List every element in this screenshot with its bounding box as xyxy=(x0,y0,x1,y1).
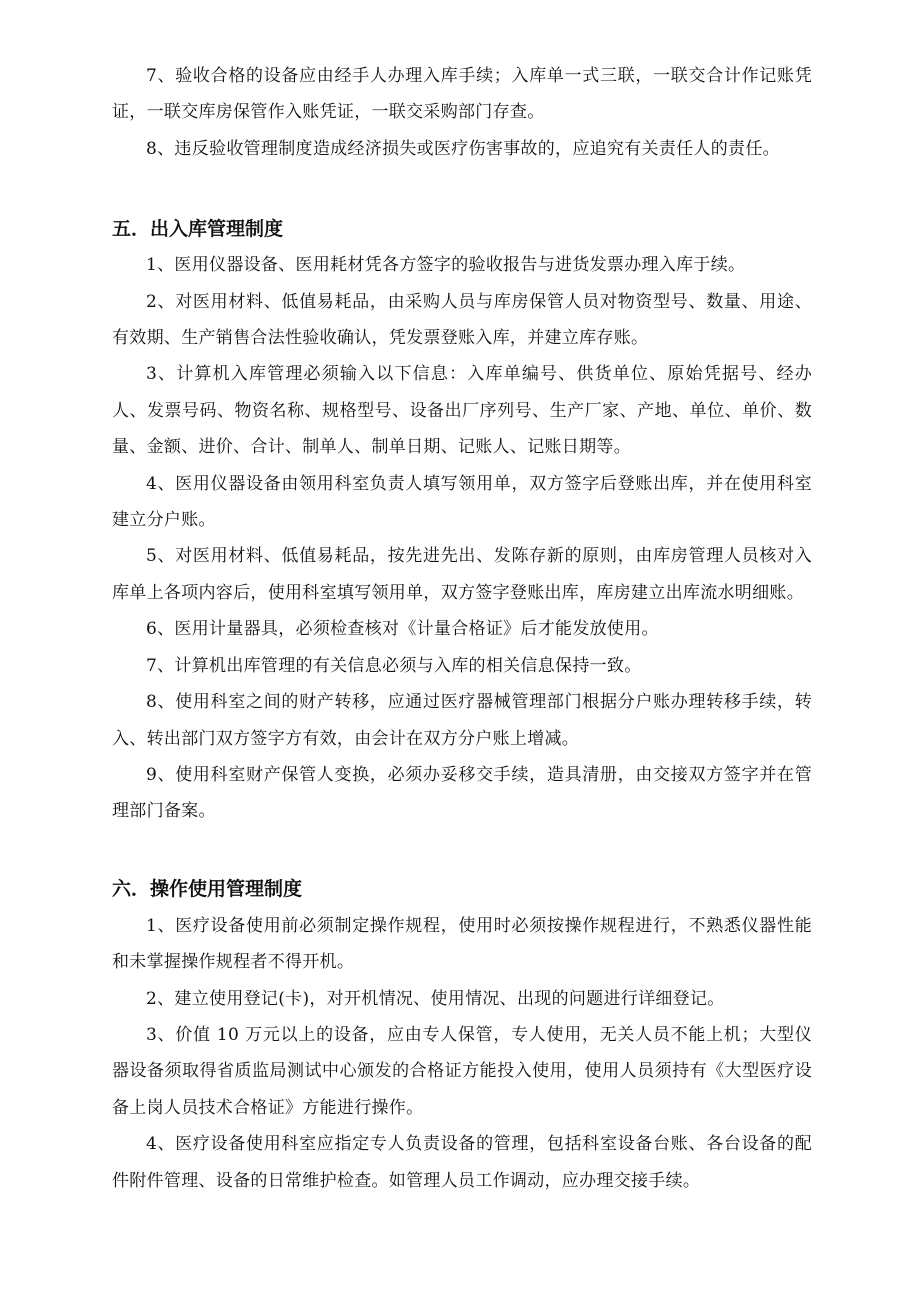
section-5-item: 3、计算机入库管理必须输入以下信息：入库单编号、供货单位、原始凭据号、经办人、发票号码、物资名称、规格型号、设备出厂序列号、生产厂家、产地、单位、单价、数量、金额、进价、合计、制单人、制单日期、记账人、记账日期等。 xyxy=(112,364,812,458)
section-6-title: 六．操作使用管理制度 xyxy=(112,877,303,900)
section-6-item: 3、价值 10 万元以上的设备，应由专人保管，专人使用，无关人员不能上机；大型仪器设备须取得省质监局测试中心颁发的合格证方能投入使用，使用人员须持有《大型医疗设备上岗人员技术合格证》方能进行操作。 xyxy=(112,1024,812,1118)
intro-item-8: 8、违反验收管理制度造成经济损失或医疗伤害事故的，应追究有关责任人的责任。 xyxy=(146,138,780,159)
intro-item-7: 7、验收合格的设备应由经手人办理入库手续；入库单一式三联，一联交合计作记账凭证，一联交库房保管作入账凭证，一联交采购部门存查。 xyxy=(112,66,812,123)
document-page xyxy=(112,58,812,1199)
section-5-item: 7、计算机出库管理的有关信息必须与入库的相关信息保持一致。 xyxy=(146,655,642,676)
section-5-item: 1、医用仪器设备、医用耗材凭各方签字的验收报告与进货发票办理入库于续。 xyxy=(146,255,746,276)
section-5-item: 6、医用计量器具，必须检查核对《计量合格证》后才能发放使用。 xyxy=(146,619,659,640)
section-5-item: 2、对医用材料、低值易耗品，由采购人员与库房保管人员对物资型号、数量、用途、有效期、生产销售合法性验收确认，凭发票登账入库，并建立库存账。 xyxy=(112,291,812,349)
section-5-item: 5、对医用材料、低值易耗品，按先进先出、发陈存新的原则，由库房管理人员核对入库单上各项内容后，使用科室填写领用单，双方签字登账出库，库房建立出库流水明细账。 xyxy=(112,546,812,603)
section-6-item: 1、医疗设备使用前必须制定操作规程，使用时必须按操作规程进行，不熟悉仪器性能和未掌握操作规程者不得开机。 xyxy=(112,915,812,973)
section-5-item: 9、使用科室财产保管人变换，必须办妥移交手续，造具清册，由交接双方签字并在管理部门备案。 xyxy=(112,764,812,822)
section-6-item: 4、医疗设备使用科室应指定专人负责设备的管理，包括科室设备台账、各台设备的配件附件管理、设备的日常维护检查。如管理人员工作调动，应办理交接手续。 xyxy=(112,1134,812,1191)
section-5-item: 8、使用科室之间的财产转移，应通过医疗器械管理部门根据分户账办理转移手续，转入、转出部门双方签字方有效，由会计在双方分户账上增减。 xyxy=(112,692,812,749)
section-5-item: 4、医用仪器设备由领用科室负责人填写领用单，双方签字后登账出库，并在使用科室建立分户账。 xyxy=(112,473,812,531)
section-6-item: 2、建立使用登记(卡)，对开机情况、使用情况、出现的问题进行详细登记。 xyxy=(146,988,725,1009)
section-5-title: 五．出入库管理制度 xyxy=(112,218,284,241)
